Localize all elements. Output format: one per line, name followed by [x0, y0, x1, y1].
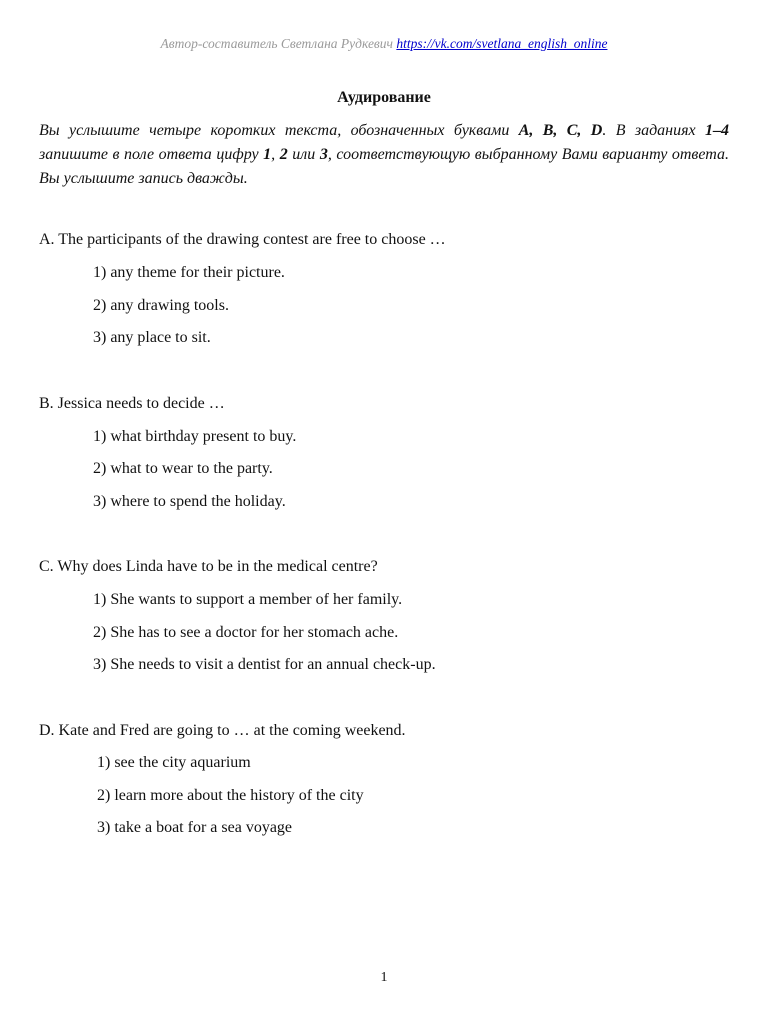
question-c-option-2: 2) She has to see a doctor for her stomach ache. [93, 624, 399, 641]
page-number: 1 [380, 970, 388, 985]
instructions-task-range: 1–4 [705, 122, 730, 139]
question-a-option-3: 3) any place to sit. [93, 329, 211, 346]
instructions-text: , [271, 146, 280, 163]
instructions-text: или [287, 146, 320, 163]
instructions-letters: A, B, C, D [518, 122, 603, 139]
author-link[interactable]: https://vk.com/svetlana_english_online [396, 36, 608, 51]
question-b-option-1: 1) what birthday present to buy. [93, 428, 297, 445]
instructions-text: запишите в поле ответа цифру [39, 146, 264, 163]
instructions-text: . В заданиях [602, 122, 706, 139]
question-d-stem: D. Kate and Fred are going to … at the coming weekend. [39, 722, 406, 739]
question-c-option-1: 1) She wants to support a member of her family. [93, 591, 403, 608]
question-d-option-1: 1) see the city aquarium [97, 754, 251, 771]
question-b-stem: B. Jessica needs to decide … [39, 395, 225, 412]
instructions-digit: 3 [319, 146, 328, 163]
question-d-option-3: 3) take a boat for a sea voyage [97, 819, 293, 836]
instructions-text: Вы услышите четыре коротких текста, обозначенных буквами [39, 122, 519, 139]
question-c-stem: C. Why does Linda have to be in the medical centre? [39, 558, 378, 575]
task-instructions [39, 119, 729, 191]
question-b-option-3: 3) where to spend the holiday. [93, 493, 286, 510]
instructions-digit: 1 [263, 146, 272, 163]
author-credit: Автор-составитель Светлана Рудкевич [160, 36, 393, 51]
question-a-option-1: 1) any theme for their picture. [93, 264, 285, 281]
instructions-digit: 2 [279, 146, 288, 163]
question-c-option-3: 3) She needs to visit a dentist for an annual check-up. [93, 656, 436, 673]
question-b-option-2: 2) what to wear to the party. [93, 460, 273, 477]
question-d-option-2: 2) learn more about the history of the city [97, 787, 364, 804]
instructions-text: , соответствующую выбранному Вами варианту ответа. Вы услышите запись дважды. [39, 146, 730, 187]
question-a-option-2: 2) any drawing tools. [93, 297, 229, 314]
page-header [0, 36, 768, 52]
question-a-stem: A. The participants of the drawing contest are free to choose … [39, 231, 446, 248]
page-title: Аудирование [337, 89, 431, 106]
